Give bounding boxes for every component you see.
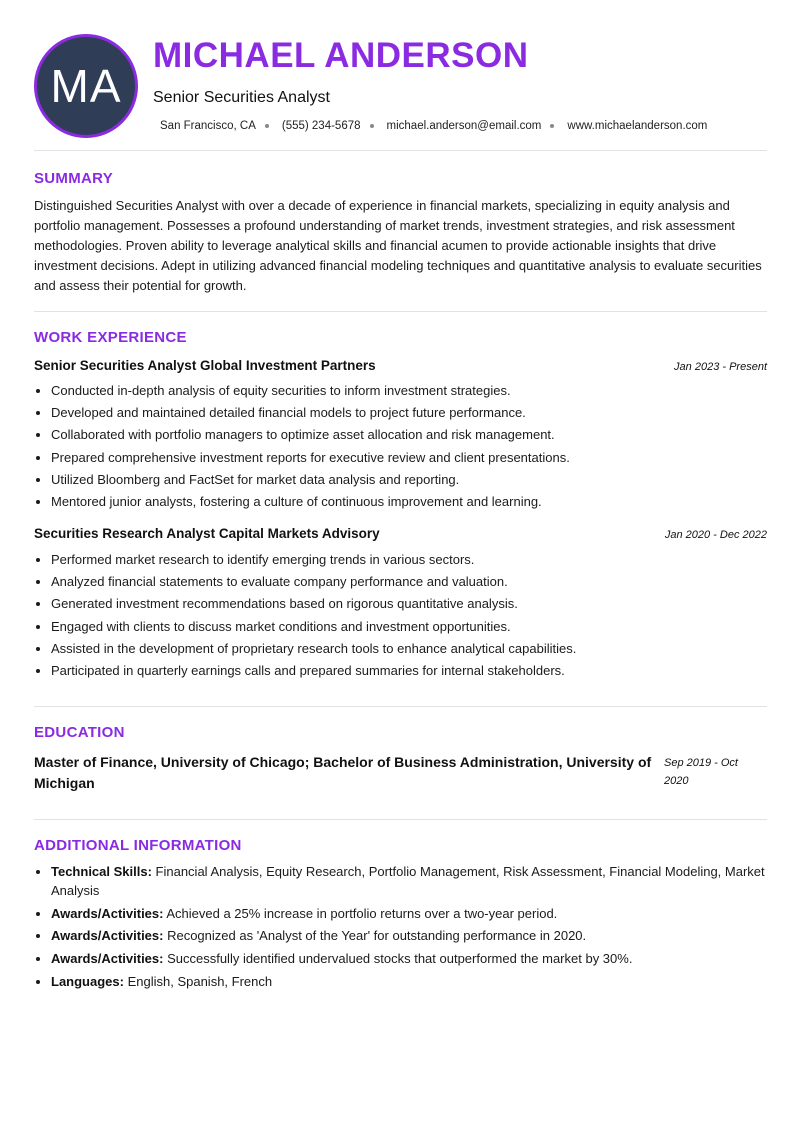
contact-website[interactable]: www.michaelanderson.com [567,120,708,132]
additional-info-list [34,862,771,994]
separator-dot [265,124,269,128]
job-bullet-list [34,549,771,682]
list-item: • Engaged with clients to discuss market conditions and investment opportunities. [51,616,771,638]
list-item: • Developed and maintained detailed financial models to project future performance. [51,402,771,424]
job-role-company: Securities Research Analyst Capital Markets Advisory [34,526,380,541]
list-item [51,904,771,923]
info-label: Awards/Activities: [51,928,164,943]
job-dates: Jan 2020 - Dec 2022 [664,529,767,541]
contact-line [160,120,707,132]
list-item: • Prepared comprehensive investment reports for executive review and client presentations. [51,447,771,469]
experience-heading: WORK EXPERIENCE [34,329,187,346]
info-label: Technical Skills: [51,864,152,879]
avatar-initials: MA [50,60,122,112]
info-text: Successfully identified undervalued stocks that outperformed the market by 30%. [163,950,633,966]
job-role-company: Senior Securities Analyst Global Investment Partners [34,358,376,373]
list-item [51,862,771,900]
list-item: • Analyzed financial statements to evaluate company performance and valuation. [51,571,771,593]
info-label: Awards/Activities: [51,905,164,921]
list-item: • Utilized Bloomberg and FactSet for market data analysis and reporting. [51,469,771,491]
job-bullet-list [34,380,771,513]
job-header [34,358,767,373]
candidate-name: MICHAEL ANDERSON [153,36,529,75]
contact-location: San Francisco, CA [160,120,256,132]
job-header [34,526,767,541]
info-text: English, Spanish, French [123,973,273,989]
list-item: • Generated investment recommendations based on rigorous quantitative analysis. [51,593,771,615]
list-item [51,926,771,945]
list-item: • Performed market research to identify emerging trends in various sectors. [51,549,771,571]
list-item: • Collaborated with portfolio managers to optimize asset allocation and risk management. [51,424,771,446]
info-text: Recognized as 'Analyst of the Year' for outstanding performance in 2020. [163,928,587,943]
summary-text: Distinguished Securities Analyst with over a decade of experience in financial markets, specializing in equity analysis and portfolio management. Possesses a profound understanding of market trends, investment strategies, and risk assessment methodologies. Proven ability to leverage analytical skills and financial acumen to provide actionable insights that drive investment decisions. Adept in utilizing advanced financial modeling techniques and quantitative analysis to evaluate securities and assess their potential for growth. [34,198,762,293]
info-text: Financial Analysis, Equity Research, Portfolio Management, Risk Assessment, Financial Modeling, Market Analysis [51,864,765,898]
job-dates: Jan 2023 - Present [674,361,767,373]
separator-dot [370,124,374,128]
summary-heading: SUMMARY [34,170,114,187]
divider [34,311,767,312]
info-label: Awards/Activities: [51,950,164,966]
list-item: • Participated in quarterly earnings calls and prepared summaries for internal stakeholders. [51,660,771,682]
list-item [51,949,771,968]
job-title: Senior Securities Analyst [153,89,330,106]
contact-email[interactable]: michael.anderson@email.com [386,120,542,132]
divider [34,819,767,820]
additional-heading: ADDITIONAL INFORMATION [34,837,242,854]
education-heading: EDUCATION [34,724,125,741]
education-dates: Sep 2019 - Oct 2020 [664,757,738,787]
avatar [34,34,138,138]
separator-dot [550,124,554,128]
list-item [51,972,771,991]
info-label: Languages: [51,973,124,989]
education-degree: Master of Finance, University of Chicago; Bachelor of Business Administration, University of Michigan [34,754,652,791]
list-item: • Assisted in the development of proprietary research tools to enhance analytical capabilities. [51,638,771,660]
divider [34,150,767,151]
contact-phone[interactable]: (555) 234-5678 [281,120,361,132]
list-item: • Conducted in-depth analysis of equity securities to inform investment strategies. [51,380,771,402]
info-text: Achieved a 25% increase in portfolio returns over a two-year period. [163,905,558,921]
list-item: • Mentored junior analysts, fostering a culture of continuous improvement and learning. [51,491,771,513]
divider [34,706,767,707]
